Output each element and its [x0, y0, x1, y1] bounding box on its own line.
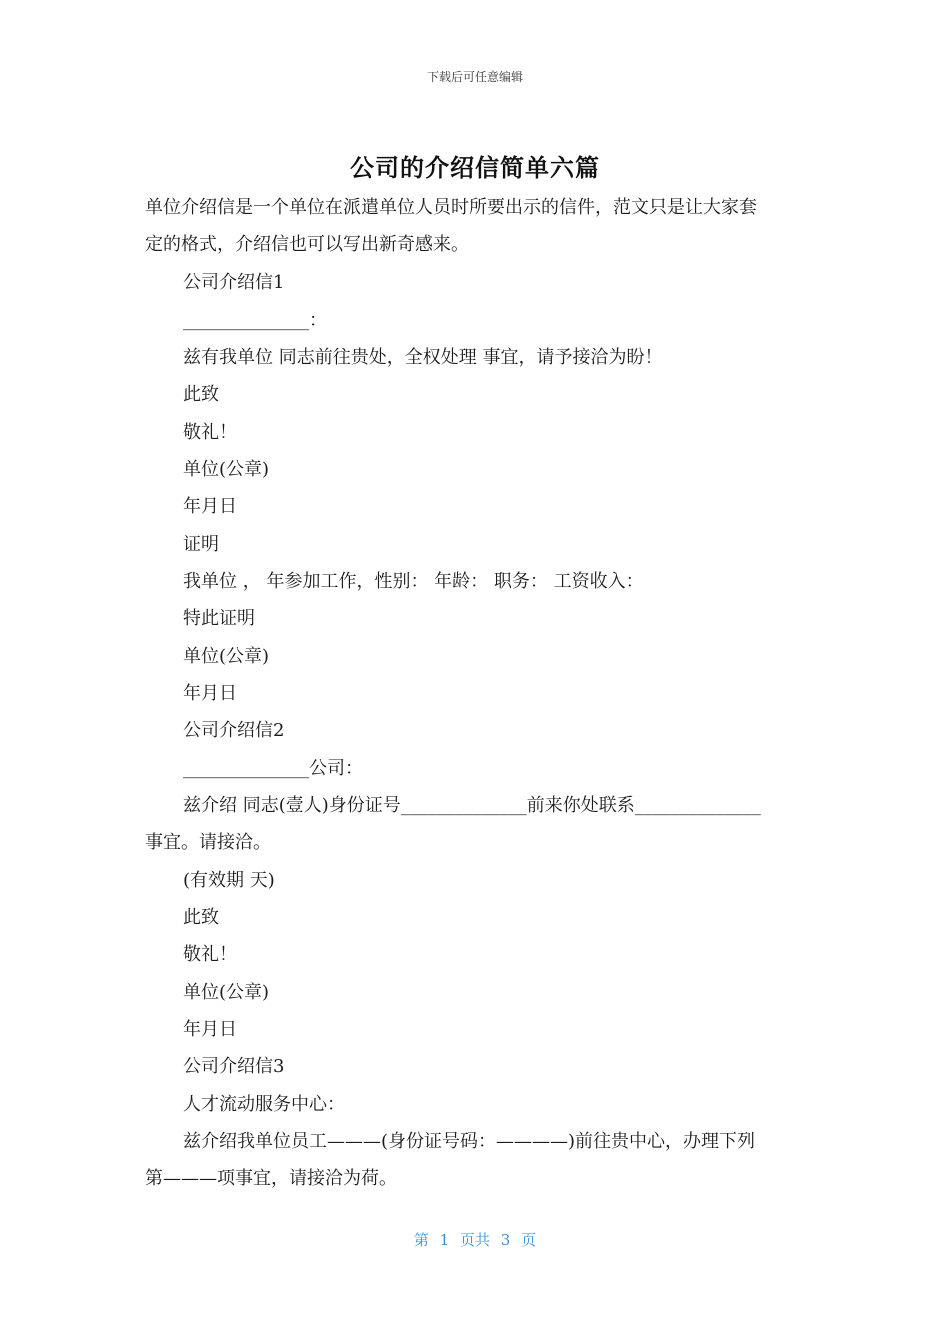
letter-1-unit: 单位(公章): [183, 459, 270, 480]
letter-2-heading: 公司介绍信2: [183, 720, 285, 741]
intro-line-2: 定的格式，介绍信也可以写出新奇感来。: [145, 234, 469, 255]
letter-2-jingli: 敬礼！: [183, 944, 237, 965]
letter-2-date: 年月日: [183, 1019, 237, 1040]
letter-2-validity: (有效期 天): [183, 870, 275, 891]
document-title: 公司的介绍信简单六篇: [350, 154, 600, 182]
letter-1-jingli: 敬礼！: [183, 422, 237, 443]
certificate-special: 特此证明: [183, 608, 255, 629]
letter-3-body-line-2: 第———项事宜，请接洽为荷。: [145, 1168, 397, 1189]
letter-1-heading: 公司介绍信1: [183, 272, 285, 293]
letter-3-body-line-1: 兹介绍我单位员工———(身份证号码：————)前往贵中心，办理下列: [183, 1131, 756, 1152]
letter-2-body-line-1: 兹介绍 同志(壹人)身份证号______________前来你处联系______________: [183, 795, 761, 816]
page-number-footer: 第 1 页共 3 页: [413, 1231, 537, 1249]
intro-line-1: 单位介绍信是一个单位在派遣单位人员时所要出示的信件，范文只是让大家套: [145, 197, 757, 218]
letter-1-date: 年月日: [183, 496, 237, 517]
letter-2-unit: 单位(公章): [183, 982, 270, 1003]
letter-3-addressee: 人才流动服务中心：: [183, 1094, 345, 1115]
letter-2-body-line-2: 事宜。请接洽。: [145, 832, 271, 853]
certificate-heading: 证明: [183, 534, 219, 555]
letter-1-cizhi: 此致: [183, 384, 219, 405]
letter-2-cizhi: 此致: [183, 907, 219, 928]
certificate-body: 我单位 ， 年参加工作，性别： 年龄： 职务： 工资收入：: [183, 571, 644, 592]
letter-1-addressee: ______________：: [183, 310, 327, 331]
certificate-unit: 单位(公章): [183, 646, 270, 667]
certificate-date: 年月日: [183, 683, 237, 704]
header-note: 下载后可任意编辑: [426, 70, 523, 84]
letter-1-body: 兹有我单位 同志前往贵处，全权处理 事宜，请予接洽为盼！: [183, 347, 663, 368]
letter-3-heading: 公司介绍信3: [183, 1056, 285, 1077]
letter-2-addressee: ______________公司：: [183, 758, 363, 779]
